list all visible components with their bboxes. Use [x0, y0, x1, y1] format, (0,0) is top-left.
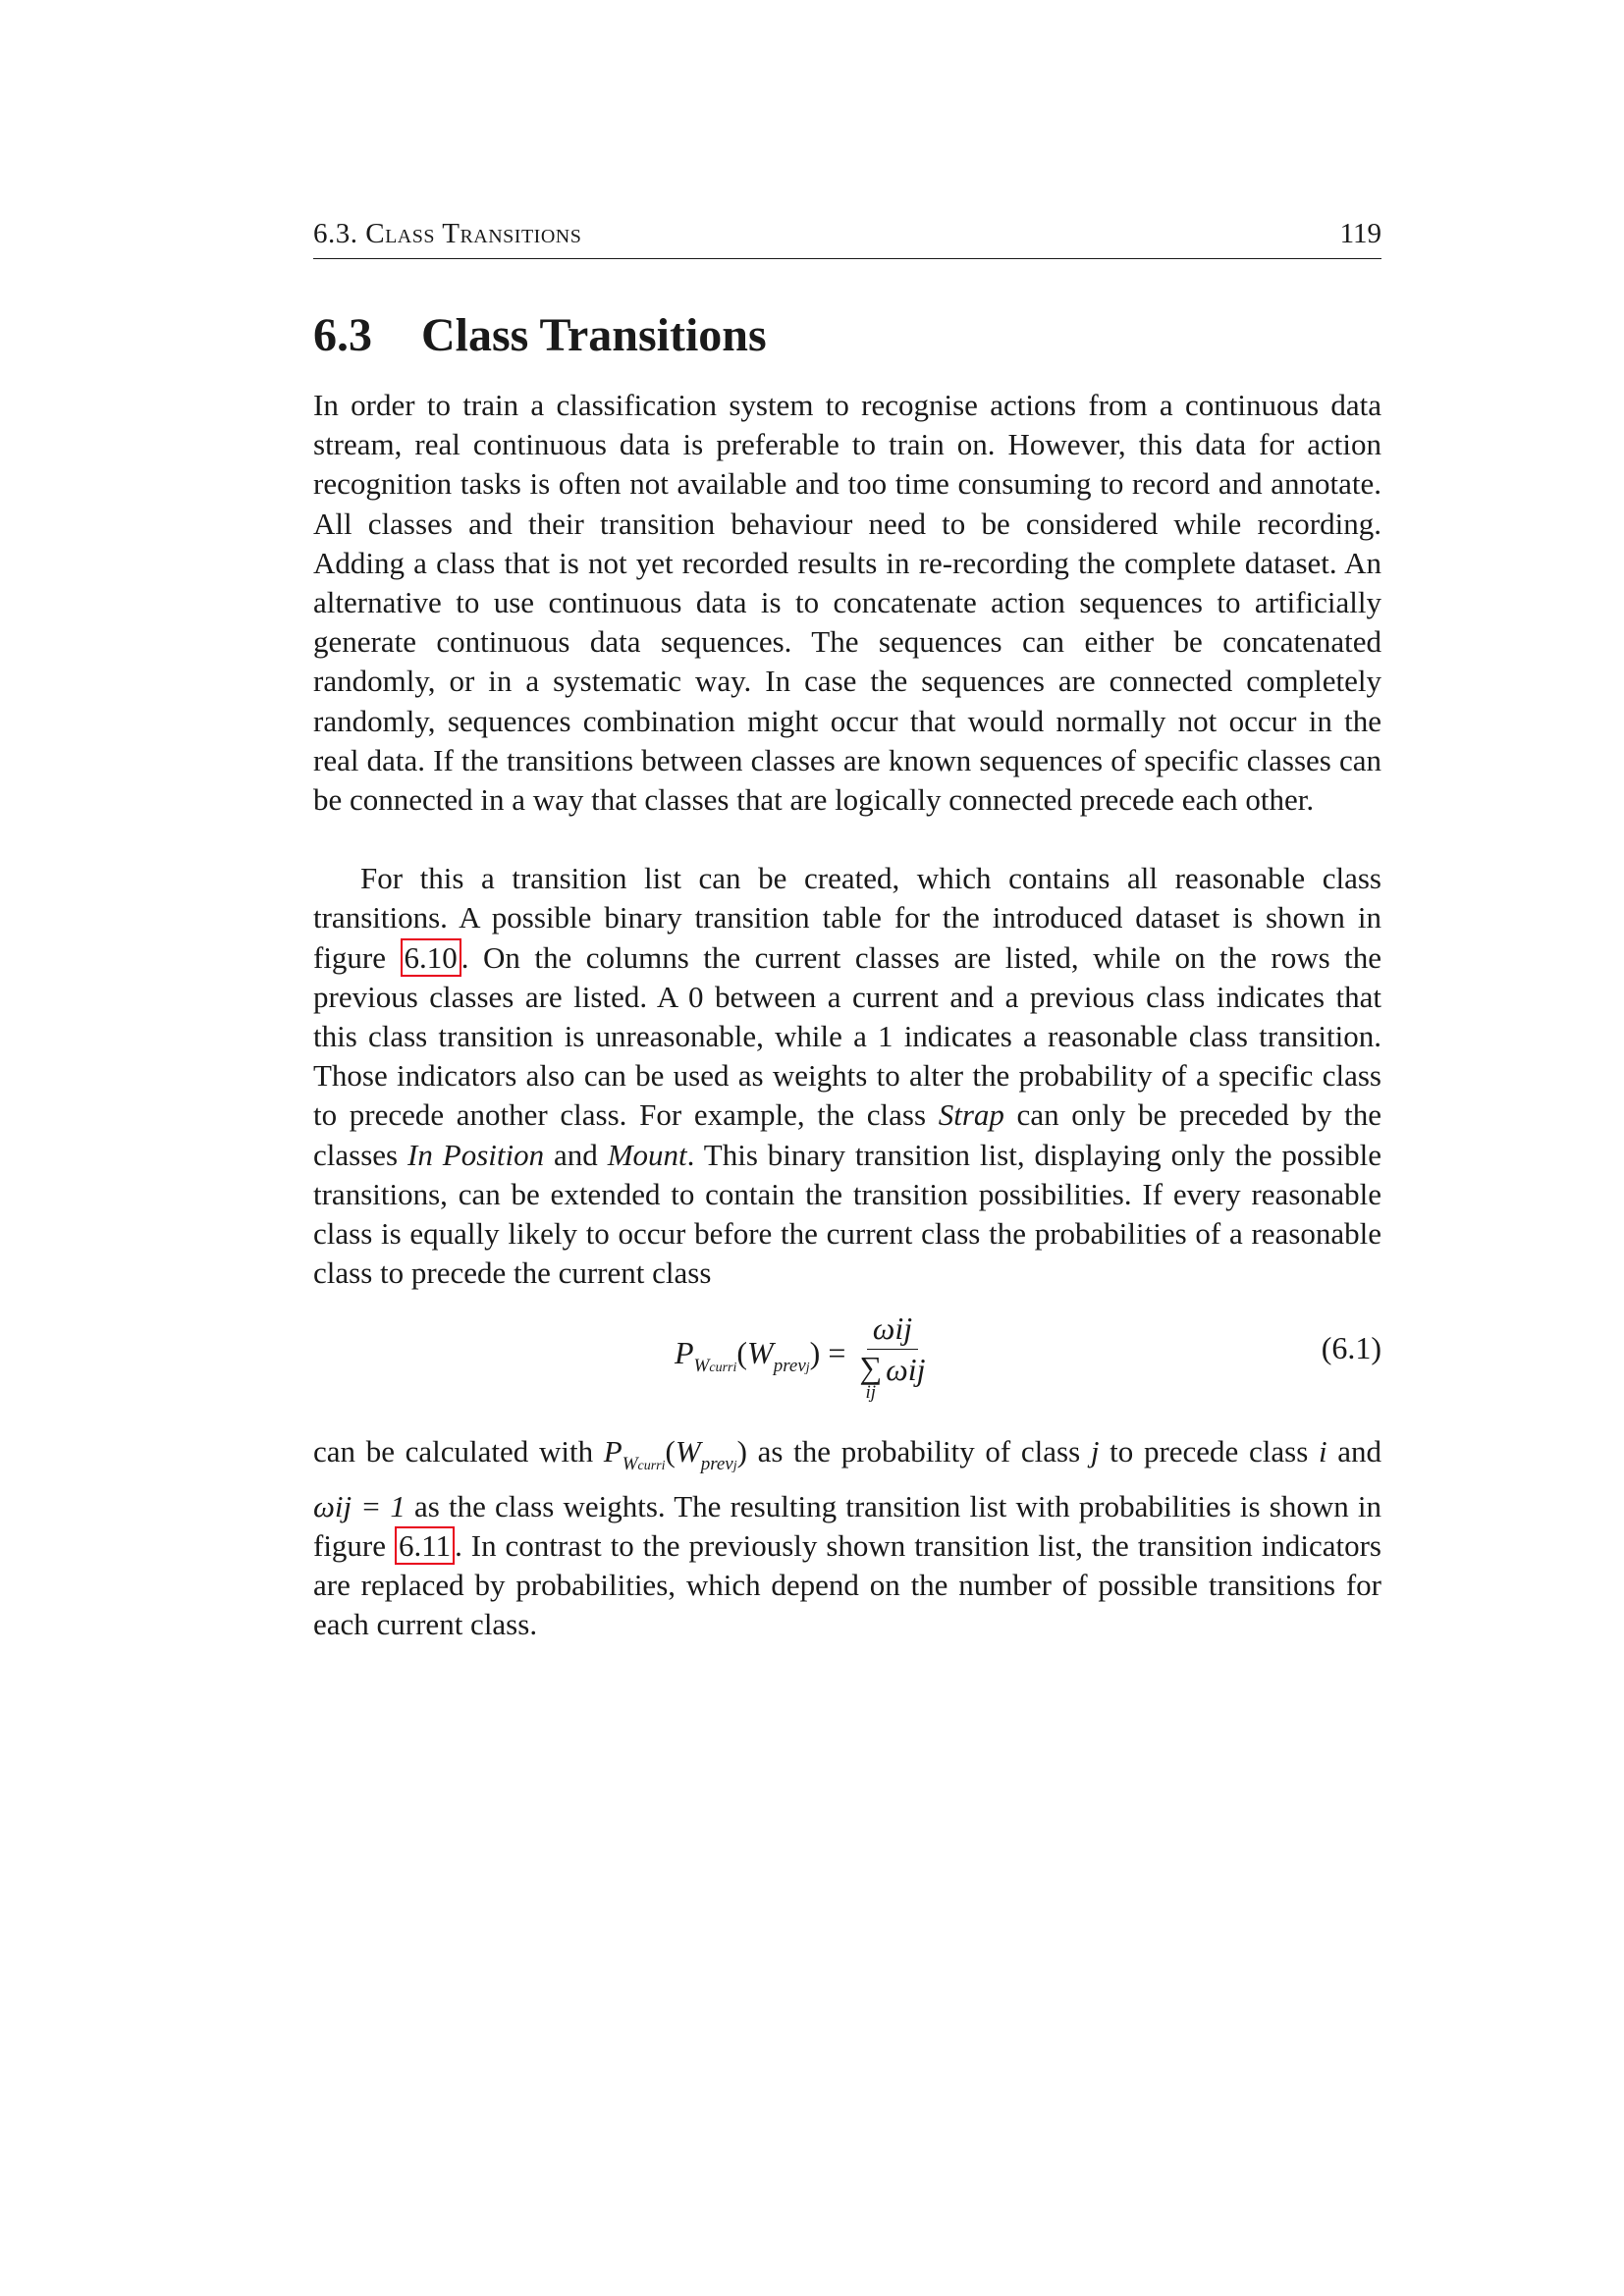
inline-weight-expr: ωij = 1: [313, 1488, 406, 1523]
header-section-title: 6.3. Class Transitions: [313, 218, 582, 249]
section-title: Class Transitions: [421, 309, 767, 361]
section-heading: [313, 308, 1381, 362]
paragraph-transition-list: For this a transition list can be created, which contains all reasonable class transitions. A possible binary transition table for the introduced dataset is shown in figure 6.10 . On the columns the current classes are listed, while on the rows the previous classes are listed. A 0 between a current and a previous class indicates that this class transition is unreasonable, while a 1 indicates a reasonable class transition. Those indicators also can be used as weights to alter the probability of a specific class to precede another class. For example, the class Strap can only be preceded by the classes In Position and Mount. This binary transition list, displaying only the possible transitions, can be extended to contain the transition possibilities. If every reasonable class is equally likely to occur before the current class the probabilities of a reasonable class to precede the current class: [313, 861, 1382, 1291]
sum-symbol: ∑ ij: [859, 1349, 883, 1403]
page-number: 119: [1339, 218, 1381, 249]
running-header: [313, 218, 1381, 259]
paragraph-calculation: can be calculated with $P_{Wcurri}(W_{prevj})$ as the probability of class j to precede class i and ωij = 1 as the class weights. The resulting transition list with probabilities is shown in figure 6.11 . In contrast to the previously shown transition list, the transition indicators are replaced by probabilities, which depend on the number of possible transitions for each current class.: [313, 1434, 1382, 1642]
document-page: [313, 218, 1381, 1644]
class-name-in-position: In Position: [407, 1137, 545, 1172]
figure-ref-6-11[interactable]: 6.11: [395, 1526, 455, 1565]
equation-numerator: ωij: [867, 1310, 918, 1350]
class-name-mount: Mount: [607, 1137, 687, 1172]
equation-denominator: ∑ ij ωij: [859, 1349, 926, 1403]
inline-probability-expr: $P_{Wcurri}(W_{prevj})$: [603, 1434, 747, 1475]
figure-ref-6-10[interactable]: 6.10: [401, 938, 461, 977]
equation-number: (6.1): [1321, 1330, 1381, 1366]
equation-body: [675, 1310, 926, 1401]
equation-6-1: [313, 1310, 1381, 1418]
equation-lhs: $P_{Wcurri}(W_{prevj})$ =: [675, 1334, 846, 1376]
paragraph-intro: In order to train a classification system to recognise actions from a continuous data stream, real continuous data is preferable to train on. However, this data for action recognition tasks is often not available and too time consuming to record and annotate. All classes and their transition behaviour need to be considered while recording. Adding a class that is not yet recorded results in re-recording the complete dataset. An alternative to use continuous data is to concatenate action sequences to artificially generate continuous data sequences. The sequences can either be concatenated randomly, or in a systematic way. In case the sequences are connected completely randomly, sequences combination might occur that would normally not occur in the real data. If the transitions between classes are known sequences of specific classes can be connected in a way that classes that are logically connected precede each other.: [313, 388, 1381, 818]
class-name-strap: Strap: [938, 1097, 1004, 1133]
section-number: 6.3: [313, 309, 372, 361]
equation-fraction: [859, 1310, 925, 1402]
